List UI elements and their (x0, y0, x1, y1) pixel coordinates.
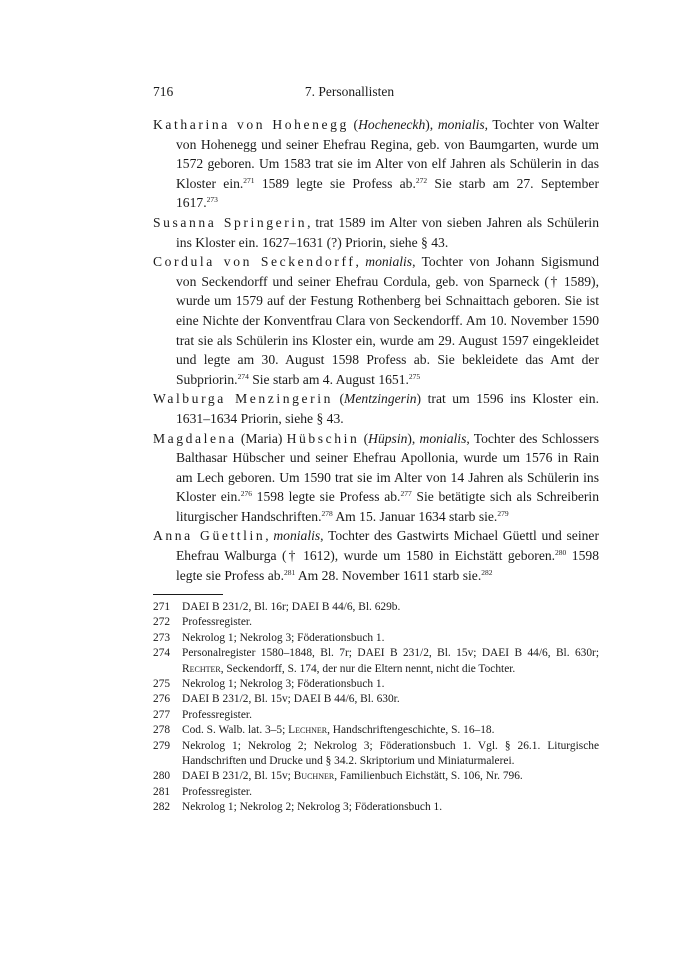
footnote (153, 800, 599, 815)
footnote-text: Personalregister 1580–1848, Bl. 7r; DAEI B 231/2, Bl. 15v; DAEI B 44/6, Bl. 630r; (182, 647, 599, 660)
footnote-ref[interactable]: 274 (237, 371, 249, 381)
entry-text: , Tochter des Gastwirts Michael Güettl und seiner Ehefrau Walburga († 1612), wurde um 1580 in Eichstätt geboren. (176, 528, 599, 564)
entry-text: Sie starb am 4. August 1651. (248, 371, 409, 387)
footnote-ref[interactable]: 273 (206, 195, 218, 205)
entry-anna-gueettlin: Anna Güettlin, monialis, Tochter des Gastwirts Michael Güettl und seiner Ehefrau Walburga († 1612), wurde um 1580 in Eichstätt geboren.$^{280}$ 1598 legte sie Profess ab.$^{281}$ Am 28. November 1611 starb sie.$^{282}$ (153, 528, 599, 583)
footnote-number: 282 (153, 801, 171, 814)
person-name-first: Magdalena (153, 430, 237, 446)
entry-text: trat um 1596 ins Kloster ein. 1631–1634 Priorin, siehe § 43. (176, 391, 599, 426)
entry-text: , Tochter von Johann Sigismund von Seckendorff und seiner Ehefrau Cordula, geb. von Sparneck († 1589), wurde um 1579 auf der Festung Rothenberg bei Schnaittach geboren. Sie ist eine Nichte der Konventfrau Clara von Seckendorff. Am 10. November 1590 trat sie als Schülerin ins Kloster ein, wurde am 29. August 1597 eingekleidet und legte am 30. August 1598 Profess ab. Sie bekleidete das Amt der Subpriorin. (176, 254, 599, 387)
footnote-ref[interactable]: 281 (283, 567, 296, 577)
person-name: Cordula von Seckendorff (153, 254, 356, 270)
footnote-author: Rechter (182, 662, 221, 675)
footnote-ref[interactable]: 276 (240, 489, 252, 499)
footnote (153, 631, 599, 646)
footnote-ref[interactable]: 272 (415, 175, 428, 185)
name-variant: Hocheneckh (358, 117, 426, 132)
person-name: Walburga Menzingerin (153, 391, 333, 407)
footnote-text: DAEI B 231/2, Bl. 16r; DAEI B 44/6, Bl. 629b. (182, 601, 401, 613)
footnote-text: Cod. S. Walb. lat. 3–5; (182, 724, 289, 737)
footnote-number: 279 (153, 739, 171, 752)
footnote-number: 274 (153, 647, 171, 660)
entry-text: Sie betätigte sich als Schreiberin liturgischer Handschriften. (176, 489, 599, 524)
person-name: Susanna Springerin (153, 214, 308, 230)
entry-magdalena-huebschin: Magdalena (Maria) Hübschin (Hüpsin), monialis, Tochter des Schlossers Balthasar Hübscher und seiner Ehefrau Apollonia, wurde um 1576 in Rain am Lech geboren. Um 1590 trat sie im Alter von 14 Jahren als Schülerin ins Kloster ein.$^{276}$ 1598 legte sie Profess ab.$^{277}$ Sie betätigte sich als Schreiberin liturgischer Handschriften.$^{278}$ Am 15. Januar 1634 starb sie.$^{279}$ (153, 430, 599, 524)
footnote (153, 600, 599, 615)
footnote-number: 273 (153, 631, 171, 644)
entry-text: 1598 legte sie Profess ab. (176, 548, 599, 583)
person-name: Katharina von Hohenegg (153, 117, 349, 132)
footnote-text: , Handschriftengeschichte, S. 16–18. (327, 724, 495, 737)
main-text (153, 115, 599, 585)
footnote-ref[interactable]: 271 (243, 175, 255, 185)
footnote-text: Professregister. (182, 616, 252, 629)
entry-text: Am 15. Januar 1634 starb sie. (332, 508, 498, 524)
entry-text: 1589 legte sie Profess ab. (254, 175, 416, 191)
person-title: monialis (419, 430, 467, 446)
footnote-text: , Seckendorff, S. 174, der nur die Eltern nennt, nicht die Tochter. (220, 662, 516, 675)
footnote-number: 276 (153, 693, 171, 706)
entry-text: 1598 legte sie Profess ab. (251, 489, 401, 505)
entry-text: , Tochter des Schlossers Balthasar Hübscher und seiner Ehefrau Apollonia, wurde um 1576 in Rain am Lech geboren. Um 1590 trat sie im Alter von 14 Jahren als Schülerin ins Kloster ein. (176, 430, 599, 505)
footnote (153, 739, 599, 770)
person-name: Anna Güettlin (153, 528, 266, 544)
footnote-separator (153, 594, 223, 595)
footnote-number: 280 (153, 770, 171, 783)
footnote-text: Nekrolog 1; Nekrolog 3; Föderationsbuch 1. (182, 678, 385, 691)
entry-text: , Tochter von Walter von Hohenegg und seiner Ehefrau Regina, geb. von Baumgarten, wurde um 1572 geboren. Um 1583 trat sie im Alter von elf Jahren als Schülerin in das Kloster ein. (176, 117, 600, 191)
footnote-ref[interactable]: 280 (555, 548, 567, 558)
footnote (153, 785, 599, 800)
footnote (153, 723, 599, 738)
footnotes (153, 600, 599, 816)
footnote-text: Professregister. (182, 708, 252, 721)
footnote-author: Buchner (293, 770, 335, 783)
entry-cordula-von-seckendorff: Cordula von Seckendorff, monialis, Tochter von Johann Sigismund von Seckendorff und seiner Ehefrau Cordula, geb. von Sparneck († 1589), wurde um 1579 auf der Festung Rothenberg bei Schnaittach geboren. Sie ist eine Nichte der Konventfrau Clara von Seckendorff. Am 10. November 1590 trat sie als Schülerin ins Kloster ein, wurde am 29. August 1597 eingekleidet und legte am 30. August 1598 Profess ab. Sie bekleidete das Amt der Subpriorin.$^{274}$ Sie starb am 4. August 1651.$^{275}$ (153, 254, 599, 387)
entry-text: Sie starb am 27. September 1617. (176, 175, 599, 211)
page-header (153, 84, 546, 106)
footnote-text: DAEI B 231/2, Bl. 15v; (182, 770, 294, 783)
person-name-last: Hübschin (286, 430, 360, 446)
footnote (153, 646, 599, 677)
person-title: monialis (273, 528, 321, 544)
footnote (153, 677, 599, 692)
footnote (153, 615, 599, 630)
footnote-text: Professregister. (182, 785, 252, 798)
footnote-ref[interactable]: 282 (481, 567, 493, 577)
person-title: monialis (365, 254, 413, 270)
footnote-ref[interactable]: 275 (408, 371, 421, 381)
person-title: monialis (437, 117, 485, 132)
footnote-ref[interactable]: 279 (497, 508, 509, 518)
footnote-ref[interactable]: 277 (400, 489, 412, 499)
entry-katharina-von-hohenegg: Katharina von Hohenegg (Hocheneckh), monialis, Tochter von Walter von Hohenegg und seiner Ehefrau Regina, geb. von Baumgarten, wurde um 1572 geboren. Um 1583 trat sie im Alter von elf Jahren als Schülerin in das Kloster ein.$^{271}$ 1589 legte sie Profess ab.$^{272}$ Sie starb am 27. September 1617.$^{273}$ (153, 117, 600, 211)
footnote (153, 692, 599, 707)
page-number: 716 (153, 84, 174, 99)
name-variant: Mentzingerin (344, 391, 417, 407)
running-head: 7. Personallisten (304, 84, 395, 99)
footnote-number: 278 (153, 724, 171, 737)
footnote-text: Nekrolog 1; Nekrolog 2; Nekrolog 3; Föderationsbuch 1. (182, 801, 443, 814)
entry-susanna-springerin (153, 213, 599, 252)
footnote-number: 275 (153, 678, 171, 691)
entry-walburga-menzingerin: Walburga Menzingerin (Mentzingerin) trat um 1596 ins Kloster ein. 1631–1634 Priorin, siehe § 43. (153, 391, 599, 426)
footnote (153, 708, 599, 723)
footnote-number: 272 (153, 616, 171, 629)
entry-text: , trat 1589 im Alter von sieben Jahren als Schülerin ins Kloster ein. 1627–1631 (?) Priorin, siehe § 43. (176, 214, 599, 250)
footnote-text: DAEI B 231/2, Bl. 15v; DAEI B 44/6, Bl. 630r. (182, 693, 400, 706)
person-name-middle: (Maria) (236, 430, 287, 446)
entry-text: Am 28. November 1611 starb sie. (295, 567, 482, 583)
footnote-number: 271 (153, 601, 171, 613)
footnote-text: Nekrolog 1; Nekrolog 2; Nekrolog 3; Föderationsbuch 1. Vgl. § 26.1. Liturgische Handschriften und Drucke und § 34.2. Skriptorium und Miniaturmalerei. (182, 739, 599, 768)
footnote (153, 769, 599, 784)
footnote-author: Lechner (288, 724, 328, 737)
footnote-number: 277 (153, 708, 171, 721)
footnote-text: Nekrolog 1; Nekrolog 3; Föderationsbuch 1. (182, 631, 385, 644)
name-variant: Hüpsin (368, 430, 408, 446)
footnote-ref[interactable]: 278 (321, 508, 333, 518)
footnote-number: 281 (153, 785, 171, 798)
footnote-text: , Familienbuch Eichstätt, S. 106, Nr. 796. (334, 770, 523, 783)
